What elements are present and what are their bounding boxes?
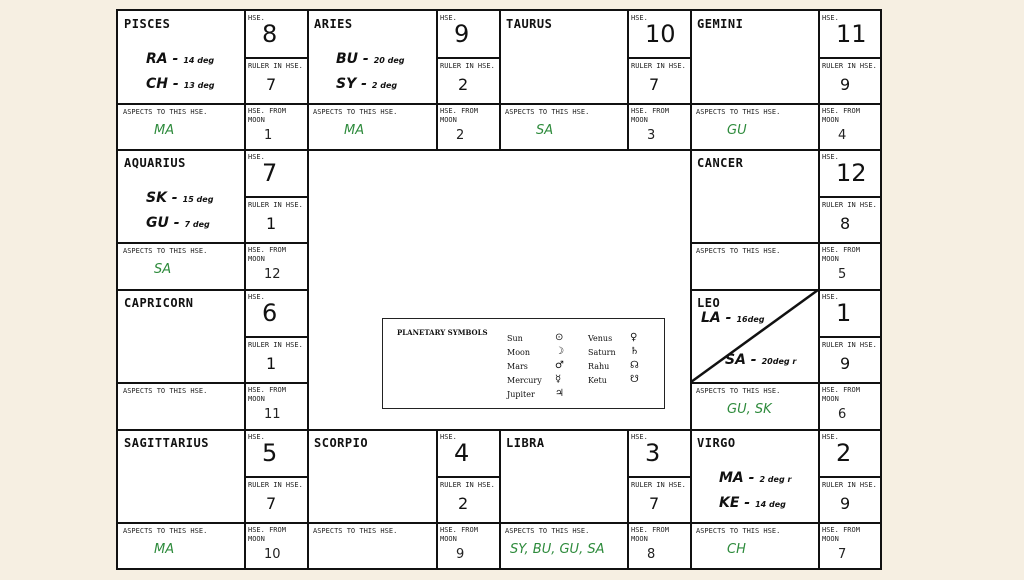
cell-divider bbox=[818, 196, 882, 198]
planet-entry bbox=[719, 489, 791, 514]
cell-divider bbox=[308, 522, 500, 524]
house-cell-aquarius bbox=[118, 150, 308, 290]
cell-divider bbox=[118, 103, 308, 105]
house-from-moon-number: 5 bbox=[838, 267, 847, 282]
ruler-label: RULER IN HSE. bbox=[440, 481, 495, 489]
aspects-label: ASPECTS TO THIS HSE. bbox=[123, 387, 208, 395]
sun-symbol-icon: ⊙ bbox=[555, 332, 564, 343]
planet-name: SY - bbox=[336, 76, 367, 92]
aspects-label: ASPECTS TO THIS HSE. bbox=[123, 247, 208, 255]
sign-name: GEMINI bbox=[697, 17, 744, 31]
ruler-label: RULER IN HSE. bbox=[631, 481, 686, 489]
planet-degree: 20 deg bbox=[373, 56, 405, 65]
sign-name: CANCER bbox=[697, 156, 744, 170]
from-moon-label: HSE. FROM bbox=[440, 107, 478, 115]
aspects-value: SA bbox=[536, 123, 554, 138]
planet-list bbox=[719, 464, 791, 514]
jupiter-symbol-icon: ♃ bbox=[555, 388, 564, 399]
house-number: 8 bbox=[262, 20, 278, 48]
ruler-label: RULER IN HSE. bbox=[248, 341, 303, 349]
aspects-value: MA bbox=[344, 123, 365, 138]
cell-divider bbox=[691, 242, 882, 244]
from-moon-label: HSE. FROM bbox=[631, 526, 669, 534]
from-moon-label-2: MOON bbox=[631, 116, 648, 124]
planet-name: LA - bbox=[701, 310, 732, 326]
house-cell-sagittarius bbox=[118, 430, 308, 570]
house-label: HSE. bbox=[631, 433, 648, 441]
planet-name: BU - bbox=[336, 51, 369, 67]
from-moon-label: HSE. FROM bbox=[631, 107, 669, 115]
aspects-value: MA bbox=[154, 123, 175, 138]
legend-planet-name: Ketu bbox=[588, 376, 607, 385]
planet-degree: 14 deg bbox=[183, 56, 215, 65]
planet-entry bbox=[146, 184, 213, 209]
mars-symbol-icon: ♂ bbox=[555, 360, 564, 371]
legend-planet-name: Sun bbox=[507, 334, 523, 343]
ruler-label: RULER IN HSE. bbox=[822, 481, 877, 489]
planet-name: GU - bbox=[146, 215, 180, 231]
sign-name: LIBRA bbox=[506, 436, 545, 450]
aspects-label: ASPECTS TO THIS HSE. bbox=[696, 527, 781, 535]
cell-divider bbox=[627, 11, 629, 150]
from-moon-label: HSE. FROM bbox=[248, 386, 286, 394]
cell-divider bbox=[818, 11, 820, 150]
saturn-symbol-icon: ♄ bbox=[630, 346, 639, 357]
sign-name: CAPRICORN bbox=[124, 296, 194, 310]
planetary-symbols-legend bbox=[382, 318, 665, 409]
cell-divider bbox=[627, 476, 691, 478]
legend-planet-name: Jupiter bbox=[507, 390, 535, 399]
house-number: 1 bbox=[836, 299, 852, 327]
aspects-value: GU, SK bbox=[727, 402, 772, 417]
from-moon-label: HSE. FROM bbox=[822, 386, 860, 394]
aspects-value: SA bbox=[154, 262, 172, 277]
house-number: 11 bbox=[836, 20, 867, 48]
house-label: HSE. bbox=[822, 293, 839, 301]
cell-divider bbox=[244, 336, 308, 338]
cell-divider bbox=[627, 430, 629, 570]
ruler-house-number: 2 bbox=[458, 494, 469, 513]
cell-divider bbox=[436, 430, 438, 570]
planet-list bbox=[336, 45, 405, 95]
cell-divider bbox=[691, 522, 882, 524]
cell-divider bbox=[244, 196, 308, 198]
planet-degree: 2 deg bbox=[371, 81, 398, 90]
house-from-moon-number: 1 bbox=[264, 128, 273, 143]
house-number: 6 bbox=[262, 299, 278, 327]
ruler-house-number: 8 bbox=[840, 214, 851, 233]
ruler-house-number: 7 bbox=[649, 494, 660, 513]
cell-divider bbox=[244, 150, 246, 290]
house-number: 3 bbox=[645, 439, 661, 467]
from-moon-label: HSE. FROM bbox=[822, 526, 860, 534]
house-cell-gemini bbox=[691, 11, 882, 150]
ruler-house-number: 9 bbox=[840, 354, 851, 373]
aspects-value: MA bbox=[154, 542, 175, 557]
planet-entry bbox=[725, 346, 796, 371]
house-from-moon-number: 11 bbox=[264, 407, 281, 422]
house-label: HSE. bbox=[822, 153, 839, 161]
cell-divider bbox=[818, 476, 882, 478]
planet-degree: 20deg r bbox=[761, 357, 797, 366]
house-label: HSE. bbox=[248, 14, 265, 22]
ruler-label: RULER IN HSE. bbox=[822, 201, 877, 209]
house-label: HSE. bbox=[248, 293, 265, 301]
from-moon-label-2: MOON bbox=[822, 535, 839, 543]
legend-planet-name: Mars bbox=[507, 362, 528, 371]
house-from-moon-number: 2 bbox=[456, 128, 465, 143]
from-moon-label: HSE. FROM bbox=[248, 246, 286, 254]
legend-planet-name: Rahu bbox=[588, 362, 610, 371]
planet-entry bbox=[336, 45, 405, 70]
aspects-label: ASPECTS TO THIS HSE. bbox=[696, 387, 781, 395]
cell-divider bbox=[244, 476, 308, 478]
planet-entry bbox=[701, 304, 764, 329]
house-from-moon-number: 4 bbox=[838, 128, 847, 143]
ruler-label: RULER IN HSE. bbox=[248, 481, 303, 489]
ruler-label: RULER IN HSE. bbox=[248, 62, 303, 70]
cell-divider bbox=[691, 103, 882, 105]
house-cell-leo bbox=[691, 290, 882, 430]
astrology-chart bbox=[116, 9, 882, 570]
cell-divider bbox=[627, 57, 691, 59]
planet-degree: 2 deg r bbox=[759, 475, 792, 484]
aspects-label: ASPECTS TO THIS HSE. bbox=[505, 108, 590, 116]
moon-symbol-icon: ☽ bbox=[555, 346, 564, 357]
sign-name: SCORPIO bbox=[314, 436, 369, 450]
cell-divider bbox=[818, 57, 882, 59]
from-moon-label: HSE. FROM bbox=[822, 107, 860, 115]
cell-divider bbox=[244, 430, 246, 570]
planet-entry bbox=[719, 464, 791, 489]
ruler-label: RULER IN HSE. bbox=[822, 62, 877, 70]
ruler-label: RULER IN HSE. bbox=[822, 341, 877, 349]
planet-list bbox=[146, 45, 214, 95]
planet-entry bbox=[146, 45, 214, 70]
house-number: 9 bbox=[454, 20, 470, 48]
ruler-house-number: 2 bbox=[458, 75, 469, 94]
rahu-symbol-icon: ☊ bbox=[630, 360, 639, 371]
from-moon-label-2: MOON bbox=[248, 395, 265, 403]
cell-divider bbox=[118, 522, 308, 524]
house-from-moon-number: 3 bbox=[647, 128, 656, 143]
sign-name: ARIES bbox=[314, 17, 353, 31]
aspects-label: ASPECTS TO THIS HSE. bbox=[696, 247, 781, 255]
cell-divider bbox=[244, 290, 246, 430]
cell-divider bbox=[818, 290, 820, 430]
sign-name: SAGITTARIUS bbox=[124, 436, 209, 450]
venus-symbol-icon: ♀ bbox=[630, 332, 638, 343]
planet-degree: 7 deg bbox=[184, 220, 210, 229]
from-moon-label-2: MOON bbox=[822, 395, 839, 403]
aspects-value: GU bbox=[727, 123, 747, 138]
cell-divider bbox=[436, 57, 500, 59]
house-label: HSE. bbox=[248, 153, 265, 161]
legend-title: PLANETARY SYMBOLS bbox=[397, 328, 488, 337]
cell-divider bbox=[436, 476, 500, 478]
cell-divider bbox=[691, 382, 882, 384]
ketu-symbol-icon: ☋ bbox=[630, 374, 639, 385]
from-moon-label-2: MOON bbox=[822, 255, 839, 263]
from-moon-label: HSE. FROM bbox=[440, 526, 478, 534]
sign-name: TAURUS bbox=[506, 17, 553, 31]
ruler-house-number: 1 bbox=[266, 214, 277, 233]
aspects-label: ASPECTS TO THIS HSE. bbox=[123, 527, 208, 535]
planet-name: SA - bbox=[725, 352, 757, 368]
from-moon-label: HSE. FROM bbox=[822, 246, 860, 254]
house-cell-libra bbox=[500, 430, 691, 570]
planet-name: KE - bbox=[719, 495, 751, 511]
aspects-value: SY, BU, GU, SA bbox=[510, 542, 605, 557]
cell-divider bbox=[118, 382, 308, 384]
from-moon-label-2: MOON bbox=[440, 116, 457, 124]
planet-degree: 16deg bbox=[736, 315, 765, 324]
planet-entry bbox=[146, 70, 214, 95]
planet-degree: 15 deg bbox=[182, 195, 214, 204]
house-cell-capricorn bbox=[118, 290, 308, 430]
ruler-house-number: 1 bbox=[266, 354, 277, 373]
planet-name: CH - bbox=[146, 76, 179, 92]
ruler-house-number: 9 bbox=[840, 75, 851, 94]
legend-planet-name: Venus bbox=[588, 334, 613, 343]
from-moon-label: HSE. FROM bbox=[248, 107, 286, 115]
house-cell-virgo bbox=[691, 430, 882, 570]
house-label: HSE. bbox=[822, 14, 839, 22]
aspects-label: ASPECTS TO THIS HSE. bbox=[313, 527, 398, 535]
cell-divider bbox=[818, 336, 882, 338]
cell-divider bbox=[244, 57, 308, 59]
house-cell-pisces bbox=[118, 11, 308, 150]
planet-name: MA - bbox=[719, 470, 755, 486]
from-moon-label: HSE. FROM bbox=[248, 526, 286, 534]
house-cell-scorpio bbox=[308, 430, 500, 570]
cell-divider bbox=[500, 103, 691, 105]
house-label: HSE. bbox=[440, 433, 457, 441]
cell-divider bbox=[244, 11, 246, 150]
ruler-house-number: 7 bbox=[649, 75, 660, 94]
house-from-moon-number: 10 bbox=[264, 547, 281, 562]
ruler-house-number: 9 bbox=[840, 494, 851, 513]
aspects-label: ASPECTS TO THIS HSE. bbox=[123, 108, 208, 116]
house-number: 2 bbox=[836, 439, 852, 467]
legend-planet-name: Mercury bbox=[507, 376, 542, 385]
cell-divider bbox=[818, 430, 820, 570]
sign-name: LEO bbox=[697, 296, 721, 310]
sign-name: VIRGO bbox=[697, 436, 736, 450]
sign-name: AQUARIUS bbox=[124, 156, 186, 170]
legend-planet-name: Moon bbox=[507, 348, 530, 357]
from-moon-label-2: MOON bbox=[248, 116, 265, 124]
planet-entry bbox=[146, 209, 213, 234]
aspects-label: ASPECTS TO THIS HSE. bbox=[696, 108, 781, 116]
ruler-house-number: 7 bbox=[266, 494, 277, 513]
house-number: 12 bbox=[836, 159, 867, 187]
house-number: 7 bbox=[262, 159, 278, 187]
from-moon-label-2: MOON bbox=[822, 116, 839, 124]
cell-divider bbox=[118, 242, 308, 244]
house-label: HSE. bbox=[440, 14, 457, 22]
ruler-label: RULER IN HSE. bbox=[248, 201, 303, 209]
house-from-moon-number: 9 bbox=[456, 547, 465, 562]
house-label: HSE. bbox=[631, 14, 648, 22]
house-label: HSE. bbox=[822, 433, 839, 441]
cell-divider bbox=[818, 150, 820, 290]
aspects-label: ASPECTS TO THIS HSE. bbox=[505, 527, 590, 535]
from-moon-label-2: MOON bbox=[631, 535, 648, 543]
cell-divider bbox=[500, 522, 691, 524]
legend-planet-name: Saturn bbox=[588, 348, 616, 357]
planet-entry bbox=[336, 70, 405, 95]
planet-name: SK - bbox=[146, 190, 178, 206]
planet-name: RA - bbox=[146, 51, 179, 67]
house-number: 5 bbox=[262, 439, 278, 467]
house-number: 10 bbox=[645, 20, 676, 48]
cell-divider bbox=[308, 103, 500, 105]
ruler-label: RULER IN HSE. bbox=[440, 62, 495, 70]
from-moon-label-2: MOON bbox=[248, 535, 265, 543]
house-from-moon-number: 7 bbox=[838, 547, 847, 562]
mercury-symbol-icon: ☿ bbox=[555, 374, 562, 385]
house-cell-aries bbox=[308, 11, 500, 150]
house-cell-taurus bbox=[500, 11, 691, 150]
house-cell-cancer bbox=[691, 150, 882, 290]
sign-name: PISCES bbox=[124, 17, 171, 31]
from-moon-label-2: MOON bbox=[440, 535, 457, 543]
from-moon-label-2: MOON bbox=[248, 255, 265, 263]
ruler-house-number: 7 bbox=[266, 75, 277, 94]
aspects-label: ASPECTS TO THIS HSE. bbox=[313, 108, 398, 116]
house-from-moon-number: 6 bbox=[838, 407, 847, 422]
planet-degree: 14 deg bbox=[755, 500, 786, 509]
cell-divider bbox=[436, 11, 438, 150]
ruler-label: RULER IN HSE. bbox=[631, 62, 686, 70]
aspects-value: CH bbox=[727, 542, 746, 557]
planet-degree: 13 deg bbox=[183, 81, 215, 90]
planet-list bbox=[146, 184, 213, 234]
house-label: HSE. bbox=[248, 433, 265, 441]
house-number: 4 bbox=[454, 439, 470, 467]
house-from-moon-number: 12 bbox=[264, 267, 281, 282]
house-from-moon-number: 8 bbox=[647, 547, 656, 562]
